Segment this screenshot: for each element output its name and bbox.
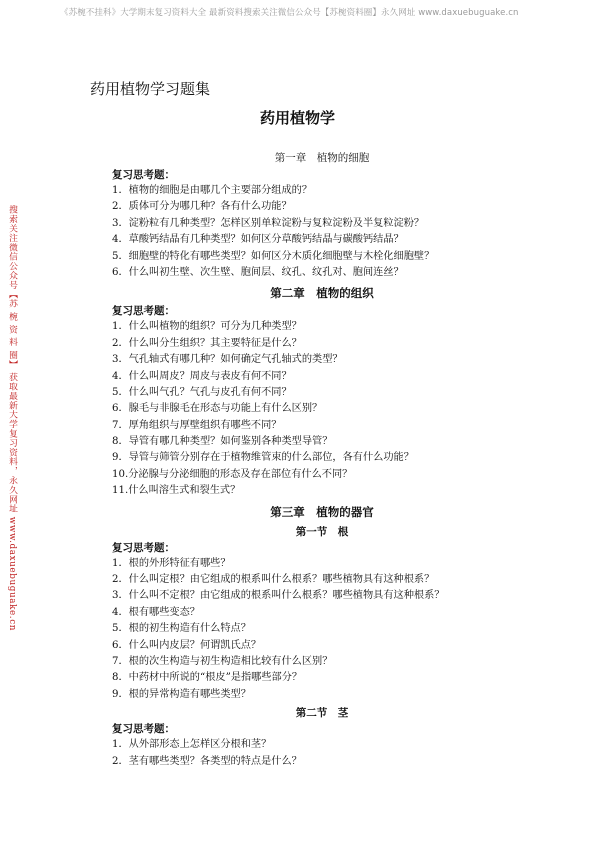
question-item: 5．根的初生构造有什么特点？	[112, 623, 251, 635]
review-label: 复习思考题：	[112, 169, 175, 181]
document-title: 药用植物学习题集	[90, 80, 211, 98]
question-item: 2．质体可分为哪几种？各有什么功能？	[112, 201, 292, 213]
question-item: 4．根有哪些变态？	[112, 606, 200, 618]
side-watermark: 搜索关注微信公众号【苏 椀 资 料 圈】 获取最新大学复习资料，永久网址 www.daxuebuguake.cn	[7, 205, 17, 631]
question-item: 3．什么叫不定根？由它组成的根系叫什么根系？哪些植物具有这种根系？	[112, 590, 445, 602]
main-title: 药用植物学	[259, 109, 335, 127]
chapter-title: 第二章 植物的组织	[270, 286, 374, 301]
question-item: 9．导管与筛管分别存在于植物维管束的什么部位，各有什么功能？	[112, 452, 414, 464]
question-item: 6．什么叫内皮层？何谓凯氏点？	[112, 639, 262, 651]
question-item: 11.什么叫溶生式和裂生式？	[112, 485, 241, 497]
page-header-watermark: 《苏椀不挂科》大学期末复习资料大全 最新资料搜索关注微信公众号【苏椀资料圈】永久网址 www.daxuebuguake.cn	[60, 8, 519, 18]
review-label: 复习思考题：	[112, 723, 175, 736]
section-title: 第二节 茎	[295, 707, 349, 720]
question-item: 7．根的次生构造与初生构造相比较有什么区别？	[112, 655, 333, 667]
question-item: 3．气孔轴式有哪几种？如何确定气孔轴式的类型？	[112, 354, 343, 366]
section-title: 第一节 根	[295, 525, 349, 538]
section-root	[112, 522, 532, 704]
chapter-3	[112, 500, 532, 770]
question-item: 2．什么叫分生组织？其主要特征是什么？	[112, 337, 302, 349]
question-item: 4．什么叫周皮？周皮与表皮有何不同？	[112, 370, 292, 382]
review-label: 复习思考题：	[112, 305, 175, 318]
question-item: 1．根的外形特征有哪些？	[112, 557, 231, 569]
chapter-1	[112, 150, 532, 281]
question-item: 3．淀粉粒有几种类型？怎样区别单粒淀粉与复粒淀粉及半复粒淀粉？	[112, 217, 425, 229]
question-item: 6．腺毛与非腺毛在形态与功能上有什么区别？	[112, 403, 323, 415]
question-item: 1．什么叫植物的组织？可分为几种类型？	[112, 321, 302, 333]
question-item: 8．中药材中所说的“根皮”是指哪些部分？	[112, 672, 303, 684]
question-item: 1．植物的细胞是由哪几个主要部分组成的？	[112, 185, 313, 196]
question-item: 7．厚角组织与厚壁组织有哪些不同？	[112, 419, 282, 431]
question-item: 1．从外部形态上怎样区分根和茎？	[112, 739, 272, 751]
question-item: 10.分泌腺与分泌细胞的形态及存在部位有什么不同？	[112, 468, 353, 480]
question-item: 8．导管有哪几种类型？如何鉴别各种类型导管？	[112, 436, 333, 448]
content-body	[112, 150, 532, 770]
question-item: 6．什么叫初生壁、次生壁、胞间层、纹孔、纹孔对、胞间连丝？	[112, 266, 404, 278]
question-item: 4．草酸钙结晶有几种类型？如何区分草酸钙结晶与碳酸钙结晶？	[112, 234, 404, 246]
question-item: 2．茎有哪些类型？各类型的特点是什么？	[112, 755, 302, 767]
question-item: 2．什么叫定根？由它组成的根系叫什么根系？哪些植物具有这种根系？	[112, 574, 435, 586]
question-item: 9．根的异常构造有哪些类型？	[112, 688, 251, 700]
question-item: 5．什么叫气孔？气孔与皮孔有何不同？	[112, 386, 292, 398]
chapter-title: 第一章 植物的细胞	[274, 152, 370, 164]
section-stem	[112, 703, 532, 770]
review-label: 复习思考题：	[112, 541, 175, 554]
chapter-title: 第三章 植物的器官	[270, 504, 374, 519]
chapter-2	[112, 281, 532, 499]
question-item: 5．细胞壁的特化有哪些类型？如何区分木质化细胞壁与木栓化细胞壁？	[112, 250, 435, 262]
